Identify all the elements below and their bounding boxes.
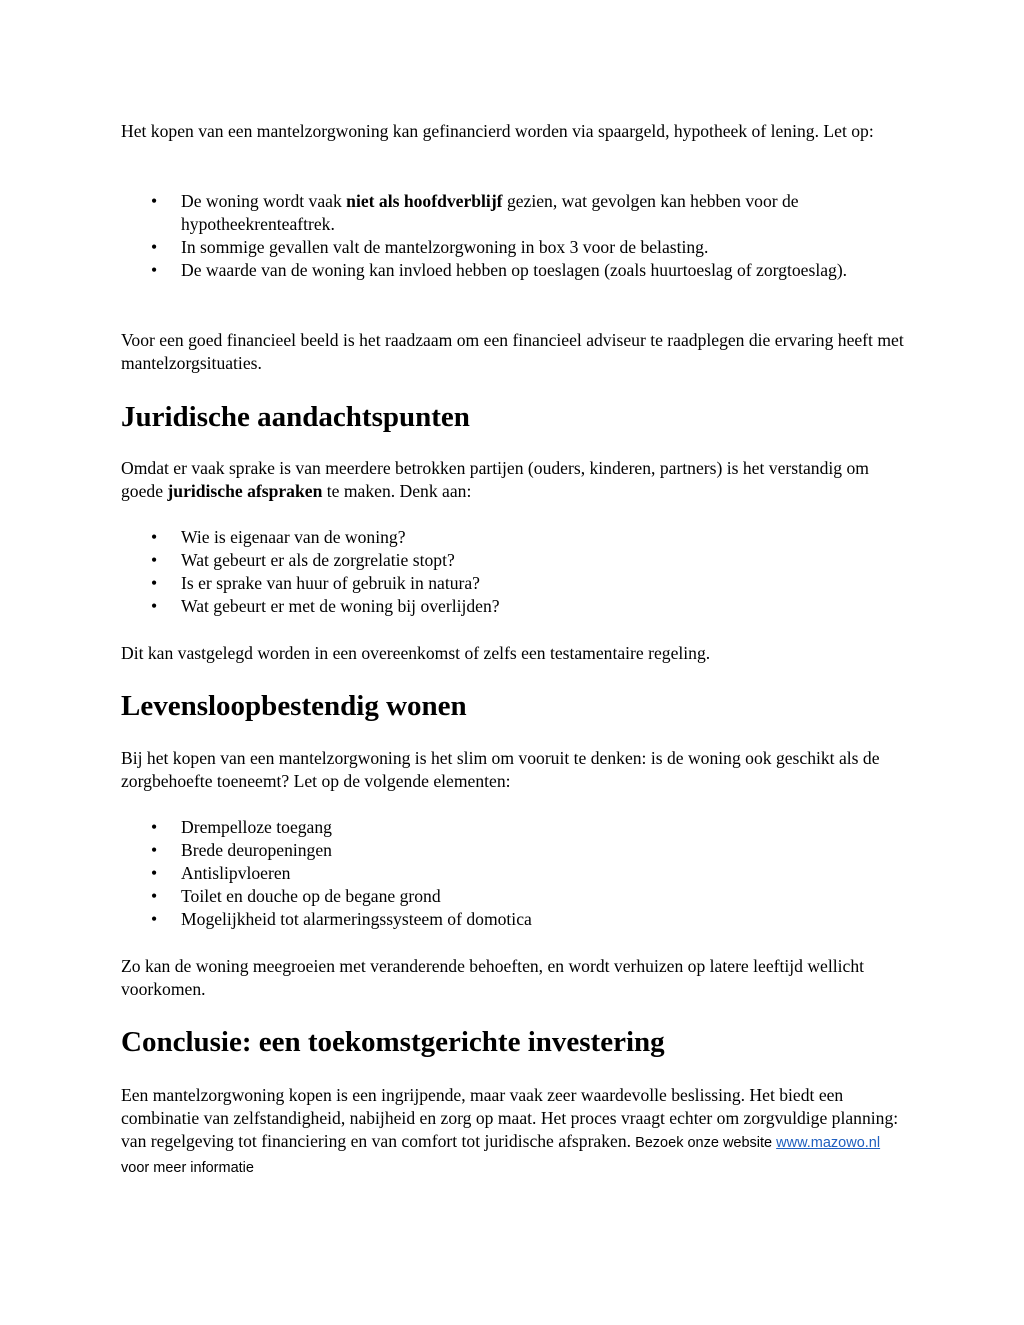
heading-juridische: Juridische aandachtspunten <box>121 401 470 433</box>
list-item: • Wie is eigenaar van de woning? <box>151 527 406 547</box>
list-item: • Is er sprake van huur of gebruik in natura? <box>151 573 480 593</box>
list-item: • In sommige gevallen valt de mantelzorgwoning in box 3 voor de belasting. <box>151 237 709 257</box>
list-item: • Drempelloze toegang <box>151 817 332 837</box>
bullet-icon: • <box>151 191 158 211</box>
bullet-icon: • <box>151 863 158 883</box>
list-item: • Wat gebeurt er als de zorgrelatie stopt? <box>151 550 455 570</box>
bullet-icon: • <box>151 260 158 280</box>
paragraph-grow: Zo kan de woning meegroeien met veranderende behoeften, en wordt verhuizen op latere leeftijd wellicht voorkomen. <box>121 956 865 999</box>
paragraph-legal: Omdat er vaak sprake is van meerdere betrokken partijen (ouders, kinderen, partners) is het verstandig om goede juridische afspraken te maken. Denk aan: <box>121 458 869 501</box>
paragraph-testament: Dit kan vastgelegd worden in een overeenkomst of zelfs een testamentaire regeling. <box>121 643 711 663</box>
bullet-list-legal <box>121 526 911 618</box>
list-item: • De woning wordt vaak niet als hoofdverblijf gezien, wat gevolgen kan hebben voor de hypotheekrenteaftrek. <box>151 191 799 234</box>
heading-conclusie: Conclusie: een toekomstgerichte investering <box>121 1026 665 1058</box>
heading-levensloop: Levensloopbestendig wonen <box>121 690 467 722</box>
bullet-icon: • <box>151 886 158 906</box>
paragraph-advice: Voor een goed financieel beeld is het raadzaam om een financieel adviseur te raadplegen die ervaring heeft met mantelzorgsituaties. <box>121 330 904 373</box>
bullet-icon: • <box>151 840 158 860</box>
list-item: • Wat gebeurt er met de woning bij overlijden? <box>151 596 500 616</box>
paragraph-conclusion: Een mantelzorgwoning kopen is een ingrijpende, maar vaak zeer waardevolle beslissing. Het biedt een combinatie van zelfstandigheid, nabijheid en zorg op maat. Het proces vraagt echter om zorgvuldige planning: van regelgeving tot financiering en van comfort tot juridische afspraken. Bezoek onze website www.mazowo.nl voor meer informatie <box>121 1085 899 1176</box>
list-item: • Toilet en douche op de begane grond <box>151 886 441 906</box>
bullet-icon: • <box>151 596 158 616</box>
list-item: • Brede deuropeningen <box>151 840 332 860</box>
paragraph-financing: Het kopen van een mantelzorgwoning kan gefinancierd worden via spaargeld, hypotheek of lening. Let op: <box>121 121 874 141</box>
bullet-icon: • <box>151 909 158 929</box>
bullet-icon: • <box>151 573 158 593</box>
list-item: • Antislipvloeren <box>151 863 291 883</box>
bullet-list-financing <box>121 190 911 282</box>
list-item: • Mogelijkheid tot alarmeringssysteem of domotica <box>151 909 532 929</box>
bullet-icon: • <box>151 550 158 570</box>
bullet-icon: • <box>151 237 158 257</box>
list-item: • De waarde van de woning kan invloed hebben op toeslagen (zoals huurtoeslag of zorgtoeslag). <box>151 260 848 280</box>
bullet-icon: • <box>151 817 158 837</box>
website-link[interactable]: www.mazowo.nl <box>776 1135 881 1151</box>
bullet-list-lifecycle <box>121 816 911 931</box>
paragraph-lifecycle: Bij het kopen van een mantelzorgwoning is het slim om vooruit te denken: is de woning ook geschikt als de zorgbehoefte toeneemt? Let op de volgende elementen: <box>121 748 880 791</box>
bullet-icon: • <box>151 527 158 547</box>
